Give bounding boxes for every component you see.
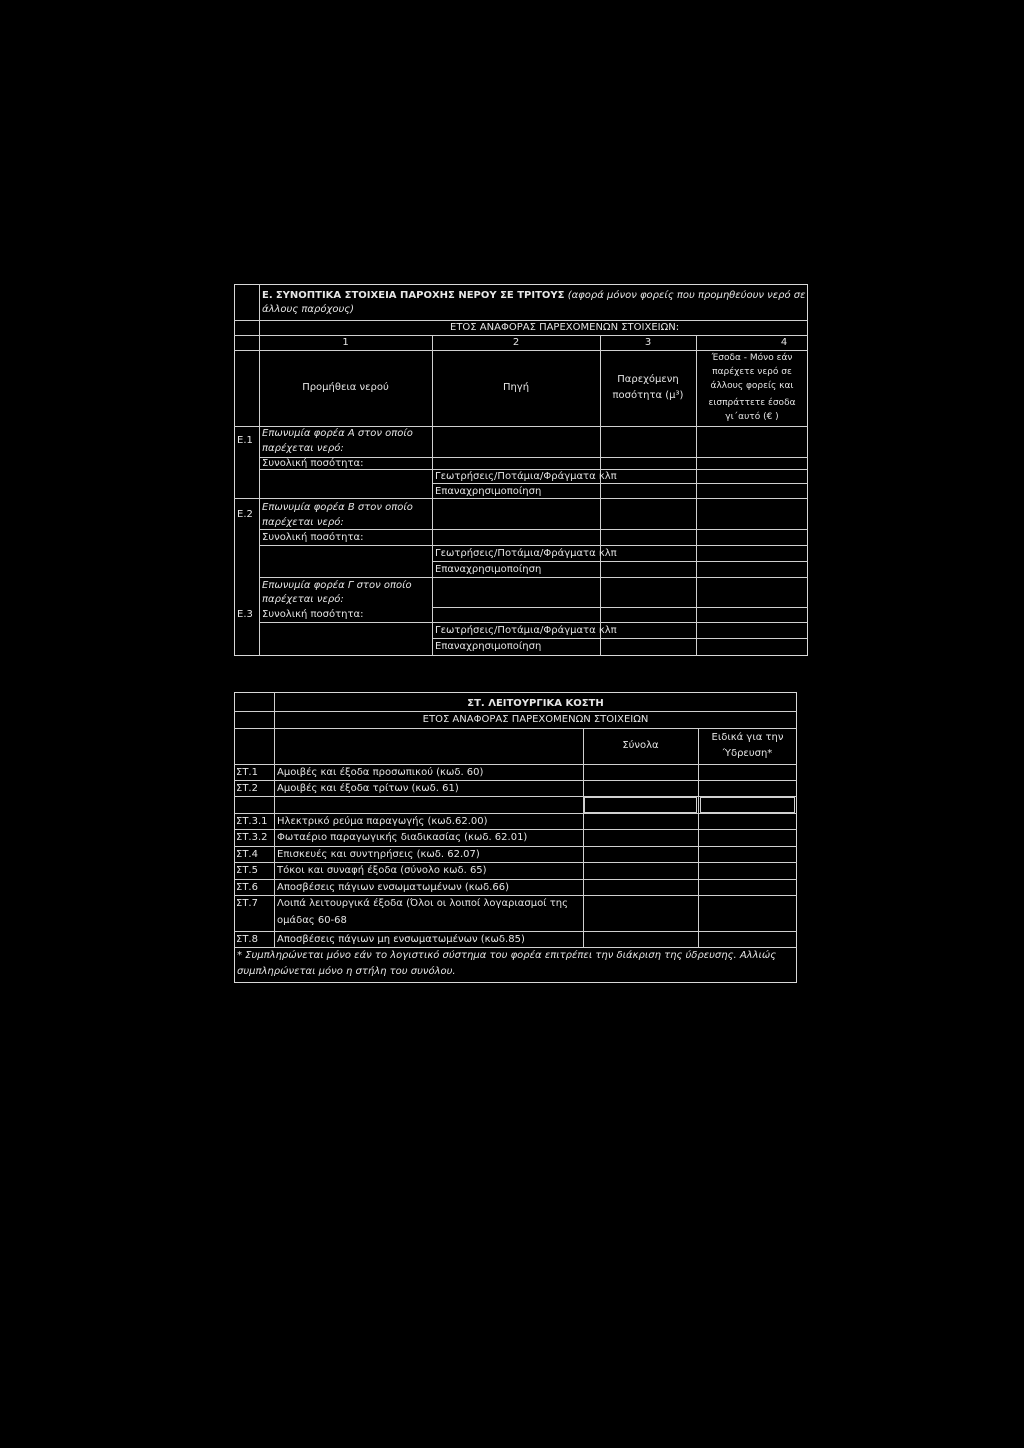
col-number: 4 (780, 337, 788, 348)
divider (259, 529, 808, 530)
total-quantity-label: Συνολική ποσότητα: (262, 609, 364, 620)
divider (432, 607, 808, 608)
source-option: Γεωτρήσεις/Ποτάμια/Φράγματα κλπ (435, 625, 617, 636)
divider (234, 780, 797, 781)
supplier-name-label: παρέχεται νερό: (262, 443, 344, 454)
col-header-revenue: Έσοδα - Μόνο εάν (711, 353, 793, 363)
divider (432, 561, 808, 562)
col-header-revenue: άλλους φορείς και (710, 381, 794, 391)
supplier-name-label: Επωνυμία φορέα Α στον οποίο (262, 428, 413, 439)
section-st-year-header: ΕΤΟΣ ΑΝΑΦΟΡΑΣ ΠΑΡΕΧΟΜΕΝΩΝ ΣΤΟΙΧΕΙΩΝ (422, 714, 649, 725)
row-code: ΣΤ.5 (236, 865, 258, 876)
divider (234, 728, 797, 729)
row-code: Ε.1 (237, 435, 253, 446)
divider (698, 728, 699, 947)
divider (259, 577, 808, 578)
row-code: ΣΤ.8 (236, 934, 258, 945)
cost-label: Τόκοι και συναφή έξοδα (σύνολο κωδ. 65) (277, 865, 487, 876)
col-number: 2 (512, 337, 520, 348)
col-header-source: Πηγή (502, 382, 530, 393)
col-header-quantity: Παρεχόμενη (617, 374, 679, 385)
row-code: ΣΤ.1 (236, 767, 258, 778)
supplier-name-label: παρέχεται νερό: (262, 517, 344, 528)
divider (432, 638, 808, 639)
section-e-year-header: ΕΤΟΣ ΑΝΑΦΟΡΑΣ ΠΑΡΕΧΟΜΕΝΩΝ ΣΤΟΙΧΕΙΩΝ: (450, 322, 680, 333)
cost-label: Επισκευές και συντηρήσεις (κωδ. 62.07) (277, 849, 480, 860)
row-code: ΣΤ.2 (236, 783, 258, 794)
divider (234, 320, 808, 321)
row-code: ΣΤ.4 (236, 849, 258, 860)
supplier-name-label: Επωνυμία φορέα Γ στον οποίο (262, 580, 412, 591)
source-option: Γεωτρήσεις/Ποτάμια/Φράγματα κλπ (435, 471, 617, 482)
section-e-code: Ε. (262, 290, 273, 301)
row-code: ΣΤ.3.2 (236, 832, 268, 843)
col-header-revenue: εισπράττετε έσοδα (708, 398, 796, 408)
section-e-title-note: (αφορά μόνον φορείς που προμηθεύουν νερό σε (567, 290, 806, 301)
supplier-name-label: Επωνυμία φορέα Β στον οποίο (262, 502, 413, 513)
col-number: 3 (644, 337, 652, 348)
cost-label: Αποσβέσεις πάγιων μη ενσωματωμένων (κωδ.85) (277, 934, 525, 945)
source-option: Επαναχρησιμοποίηση (435, 564, 542, 575)
divider (234, 350, 808, 351)
row-code: Ε.2 (237, 509, 253, 520)
total-quantity-label: Συνολική ποσότητα: (262, 532, 364, 543)
value-cell (584, 797, 697, 813)
col-header-supply: Προμήθεια νερού (302, 382, 389, 393)
col-header-specific: Ύδρευση* (722, 748, 773, 759)
divider (234, 879, 797, 880)
divider (259, 545, 808, 546)
cost-label: Ηλεκτρικό ρεύμα παραγωγής (κωδ.62.00) (277, 816, 488, 827)
section-e-title (262, 290, 806, 302)
col-header-specific: Ειδικά για την (711, 732, 784, 743)
value-cell (700, 797, 795, 813)
section-st-title: ΣΤ. ΛΕΙΤΟΥΡΓΙΚΑ ΚΟΣΤΗ (467, 698, 604, 709)
col-header-totals: Σύνολα (622, 740, 659, 751)
footnote: * Συμπληρώνεται μόνο εάν το λογιστικό σύστημα του φορέα επιτρέπει την διάκριση της ύδρευσης. Αλλιώς (237, 950, 777, 961)
cost-label: Λοιπά λειτουργικά έξοδα (Όλοι οι λοιποί λογαριασμοί της (277, 898, 568, 909)
col-number: 1 (342, 337, 349, 348)
divider (234, 426, 808, 427)
source-option: Επαναχρησιμοποίηση (435, 486, 542, 497)
row-code: ΣΤ.7 (236, 898, 258, 909)
divider (234, 711, 797, 712)
divider (234, 764, 797, 765)
col-header-revenue: γι΄αυτό (€ ) (725, 412, 779, 422)
divider (234, 895, 797, 896)
divider (259, 622, 808, 623)
section-e-title-text: ΣΥΝΟΠΤΙΚΑ ΣΤΟΙΧΕΙΑ ΠΑΡΟΧΗΣ ΝΕΡΟΥ ΣΕ ΤΡΙΤΟΥΣ (275, 290, 565, 301)
col-header-revenue: παρέχετε νερό σε (712, 367, 792, 377)
col-header-quantity-unit: ποσότητα (μ³) (612, 390, 684, 401)
divider (432, 483, 808, 484)
divider (234, 947, 797, 948)
divider (234, 846, 797, 847)
divider (583, 728, 584, 947)
row-code: Ε.3 (237, 609, 253, 620)
total-quantity-label: Συνολική ποσότητα: (262, 458, 364, 469)
source-option: Επαναχρησιμοποίηση (435, 641, 542, 652)
divider (234, 498, 808, 499)
supplier-name-label: παρέχεται νερό: (262, 594, 344, 605)
divider (234, 862, 797, 863)
cost-label: Αμοιβές και έξοδα τρίτων (κωδ. 61) (277, 783, 459, 794)
row-code: ΣΤ.6 (236, 882, 258, 893)
row-code: ΣΤ.3.1 (236, 816, 268, 827)
divider (234, 931, 797, 932)
cost-label: Φωταέριο παραγωγικής διαδικασίας (κωδ. 62.01) (277, 832, 528, 843)
divider (234, 813, 797, 814)
footnote: συμπληρώνεται μόνο η στήλη του συνόλου. (237, 966, 456, 977)
section-e-title-note-2: άλλους παρόχους) (262, 304, 355, 315)
divider (234, 335, 808, 336)
source-option: Γεωτρήσεις/Ποτάμια/Φράγματα κλπ (435, 548, 617, 559)
cost-label: ομάδας 60-68 (277, 915, 347, 926)
divider (274, 692, 275, 947)
cost-label: Αποσβέσεις πάγιων ενσωματωμένων (κωδ.66) (277, 882, 509, 893)
divider (234, 829, 797, 830)
cost-label: Αμοιβές και έξοδα προσωπικού (κωδ. 60) (277, 767, 484, 778)
